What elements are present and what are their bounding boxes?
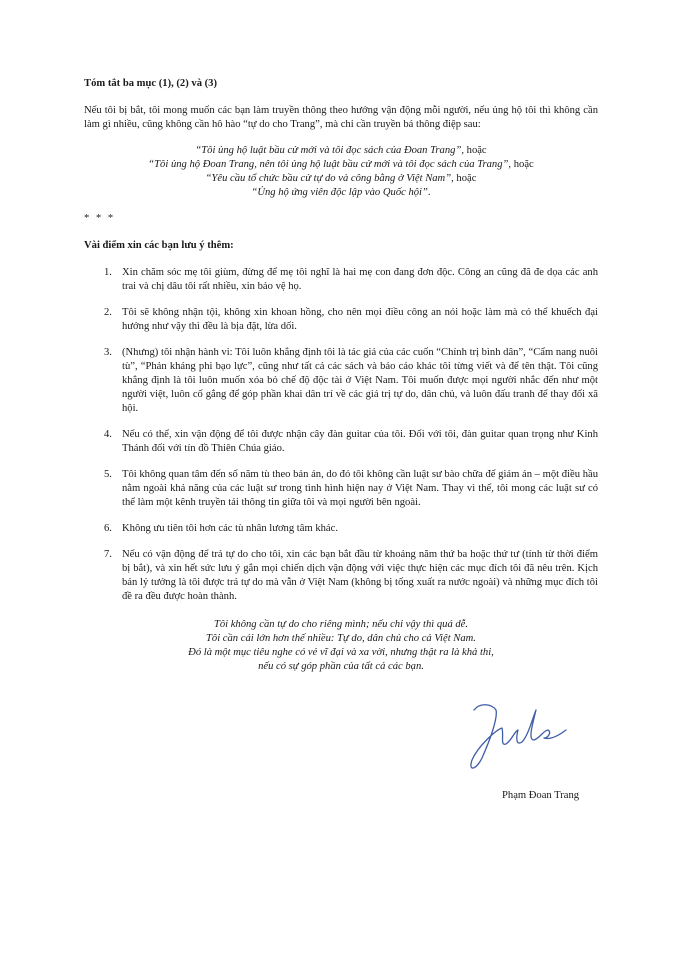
closing-line: Tôi không cần tự do cho riêng mình; nếu chỉ vậy thì quá dễ.: [213, 619, 469, 630]
slogan-text: “Yêu cầu tổ chức bầu cử tự do và công bằng ở Việt Nam”: [205, 173, 452, 184]
closing-line: Tôi cần cái lớn hơn thế nhiều: Tự do, dân chủ cho cả Việt Nam.: [206, 633, 476, 644]
slogan-text: “Tôi ủng hộ Đoan Trang, nên tôi ủng hộ luật bầu cử mới và tôi đọc sách của Trang”: [148, 159, 509, 170]
summary-heading: Tóm tắt ba mục (1), (2) và (3): [84, 78, 217, 89]
slogan-suffix: , hoặc: [461, 145, 487, 156]
note-number: 1.: [104, 267, 112, 278]
note-item: [84, 522, 598, 536]
note-item: [84, 266, 598, 294]
note-text: Tôi sẽ không nhận tội, không xin khoan hồng, cho nên mọi điều công an nói hoặc làm mà có thể khuếch đại hướng như vậy thì đều là bịa đặt, lừa dối.: [122, 307, 598, 332]
slogan-list: [84, 144, 598, 200]
note-text: Tôi không quan tâm đến số năm tù theo bản án, do đó tôi không cần luật sư bào chữa để giảm án – một điều hầu nằm ngoài khả năng của các luật sư trong tình hình hiện nay ở Việt Nam. Thay vì thế, tôi mong các luật sư có thể làm một kênh truyền tải thông tin giữa tôi và mọi người bên ngoài.: [122, 469, 598, 508]
closing-statement: [84, 618, 598, 674]
slogan-line: [84, 186, 598, 200]
note-number: 4.: [104, 429, 112, 440]
handwritten-signature: [466, 700, 576, 778]
section-separator: * * *: [84, 213, 116, 224]
note-item: [84, 428, 598, 456]
slogan-line: [84, 158, 598, 172]
note-text: Xin chăm sóc mẹ tôi giùm, đừng để mẹ tôi nghĩ là hai mẹ con đang đơn độc. Công an cũng đã đe dọa các anh trai và chị dâu tôi rất nhiều, xin bảo vệ họ.: [122, 267, 598, 292]
notes-list: [84, 266, 598, 604]
note-text: Nếu có vận động để trả tự do cho tôi, xin các bạn bắt đầu từ khoảng năm thứ ba hoặc thứ tư (tính từ thời điểm bị bắt), và xin hết sức lưu ý gắn mọi chiến dịch vận động với việc thực hiện các mục đích tôi đã nêu trên. Kịch bản lý tưởng là tôi được trả tự do mà vẫn ở Việt Nam (không bị tống xuất ra nước ngoài) và những mục đích tôi đề ra đều được hoàn thành.: [122, 549, 598, 602]
note-item: [84, 468, 598, 510]
note-item: [84, 548, 598, 604]
slogan-line: [84, 144, 598, 158]
document-body: [84, 77, 598, 674]
slogan-line: [84, 172, 598, 186]
slogan-text: “Tôi ủng hộ luật bầu cử mới và tôi đọc sách của Đoan Trang”: [195, 145, 462, 156]
note-number: 6.: [104, 523, 112, 534]
note-text: (Nhưng) tôi nhận hành vi: Tôi luôn khẳng định tôi là tác giả của các cuốn “Chính trị bình dân”, “Cẩm nang nuôi tù”, “Phản kháng phi bạo lực”, cũng như tất cả các sách và báo cáo khác tôi từng viết và để tên thật. Tôi cũng khẳng định là tôi luôn muốn xóa bỏ chế độ độc tài ở Việt Nam. Tôi muốn được mọi người nhắc đến như một người việt, luôn cố gắng để góp phần khai dân trí về các giá trị tự do, dân chủ, và luôn đấu tranh để thay đổi xã hội.: [122, 347, 598, 414]
note-item: [84, 306, 598, 334]
intro-paragraph: Nếu tôi bị bắt, tôi mong muốn các bạn làm truyền thông theo hướng vận động mỗi người, nếu ủng hộ tôi thì không cần làm gì nhiều, cũng không cần hô hào “tự do cho Trang”, mà chỉ cần truyền bá thông điệp sau:: [84, 105, 598, 130]
note-item: [84, 346, 598, 416]
slogan-suffix: , hoặc: [451, 173, 477, 184]
note-number: 3.: [104, 347, 112, 358]
closing-line: Đó là một mục tiêu nghe có vẻ vĩ đại và xa vời, nhưng thật ra là khả thi,: [188, 647, 494, 658]
slogan-suffix: , hoặc: [508, 159, 534, 170]
signature-stroke: [471, 705, 566, 768]
note-number: 5.: [104, 469, 112, 480]
closing-line: nếu có sự góp phần của tất cả các bạn.: [258, 661, 424, 672]
slogan-suffix: .: [427, 187, 431, 198]
slogan-text: “Ủng hộ ứng viên độc lập vào Quốc hội”: [251, 187, 428, 198]
note-number: 2.: [104, 307, 112, 318]
notes-heading: Vài điểm xin các bạn lưu ý thêm:: [84, 240, 234, 251]
note-number: 7.: [104, 549, 112, 560]
note-text: Không ưu tiên tôi hơn các tù nhân lương tâm khác.: [122, 523, 338, 534]
note-text: Nếu có thể, xin vận động để tôi được nhận cây đàn guitar của tôi. Đối với tôi, đàn guitar quan trọng như Kinh Thánh đối với tín đồ Thiên Chúa giáo.: [122, 429, 598, 454]
signer-name: Phạm Đoan Trang: [502, 790, 580, 801]
